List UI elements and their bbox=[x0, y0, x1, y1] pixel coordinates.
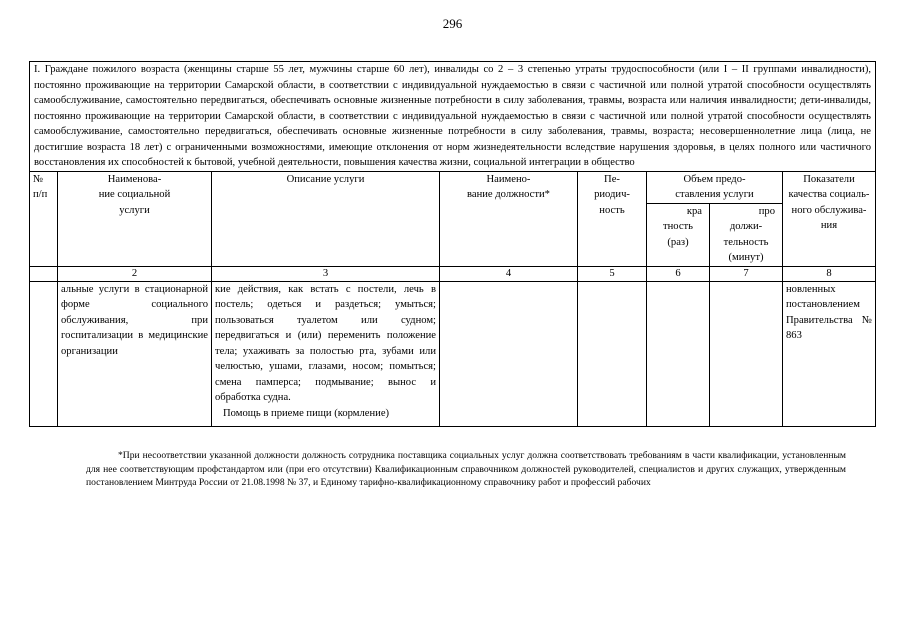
header-row-1 bbox=[30, 171, 876, 203]
intro-row bbox=[30, 62, 876, 172]
header-periodicity: Пе- риодич- ность bbox=[578, 171, 647, 266]
row-periodicity bbox=[578, 281, 647, 426]
column-number-5: 5 bbox=[578, 266, 647, 281]
row-times bbox=[647, 281, 710, 426]
recipients-description: I. Граждане пожилого возраста (женщины старше 55 лет, мужчины старше 60 лет), инвалиды со 2 – 3 степенью утраты трудоспособности (или I – II группами инвалидности), постоянно проживающие на территории Самарской области, в соответствии с индивидуальной нуждаемостью в связи с частичной или полной утратой способности осуществлять самообслуживание, самостоятельно передвигаться, обеспечивать основные жизненные потребности в силу заболевания, травмы, возраста или наличия инвалидности; дети-инвалиды, постоянно проживающие на территории Самарской области, в соответствии с индивидуальной нуждаемостью в связи с частичной или полной утратой способности осуществлять самообслуживание, самостоятельно передвигаться, обеспечивать основные жизненные потребности в силу заболевания, травмы, возраста; несовершеннолетние лица (лица, не достигшие возраста 18 лет) с ограниченными возможностями, имеющие отклонения от норм жизнедеятельности вследствие нарушения здоровья, в целях полного или частичного восстановления их способностей к бытовой, учебной деятельности, повышения качества жизни, социальной интеграции в общество bbox=[30, 62, 876, 172]
table-row bbox=[30, 281, 876, 426]
column-number-4: 4 bbox=[440, 266, 578, 281]
services-table bbox=[29, 61, 876, 427]
row-position bbox=[440, 281, 578, 426]
header-volume: Объем предо- ставления услуги bbox=[647, 171, 783, 203]
row-num-cell bbox=[30, 281, 58, 426]
column-number-3: 3 bbox=[212, 266, 440, 281]
column-number-7: 7 bbox=[710, 266, 783, 281]
header-position: Наимено- вание должности* bbox=[440, 171, 578, 266]
header-description: Описание услуги bbox=[212, 171, 440, 266]
row-quality: новленных постановлением Правительства № 863 bbox=[783, 281, 876, 426]
row-description: кие действия, как встать с постели, лечь в постель; одеться и раздеться; умыться; пользоваться туалетом или судном; передвигаться и (или) переменить положение тела; ухаживать за полостью рта, зубами или челюстью, ушами, глазами, носом; помыться; смена памперса; подмывание; вынос и обработка судна. Помощь в приеме пищи (кормление) bbox=[212, 281, 440, 426]
page-number: 296 bbox=[442, 16, 463, 31]
header-times: кра тность (раз) bbox=[647, 203, 710, 266]
header-quality: Показатели качества социаль- ного обслужива- ния bbox=[783, 171, 876, 266]
column-number-8: 8 bbox=[783, 266, 876, 281]
header-service-name: Наименова- ние социальной услуги bbox=[58, 171, 212, 266]
header-duration: про должи- тельность (минут) bbox=[710, 203, 783, 266]
column-number-6: 6 bbox=[647, 266, 710, 281]
column-number-1 bbox=[30, 266, 58, 281]
row-service-name: альные услуги в стационарной форме социального обслуживания, при госпитализации в медицинские организации bbox=[58, 281, 212, 426]
footnote: *При несоответствии указанной должности должность сотрудника поставщика социальных услуг должна соответствовать требованиям в части квалификации, установленным для нее соответствующим профстандартом или (при его отсутствии) Квалификационным справочником должностей руководителей, специалистов и других служащих, утвержденным постановлением Минтруда России от 21.08.1998 № 37, и Единому тарифно-квалификационному справочнику работ и профессий рабочих bbox=[86, 450, 846, 488]
header-num: № п/п bbox=[30, 171, 58, 266]
column-numbers-row bbox=[30, 266, 876, 281]
column-number-2: 2 bbox=[58, 266, 212, 281]
row-duration bbox=[710, 281, 783, 426]
